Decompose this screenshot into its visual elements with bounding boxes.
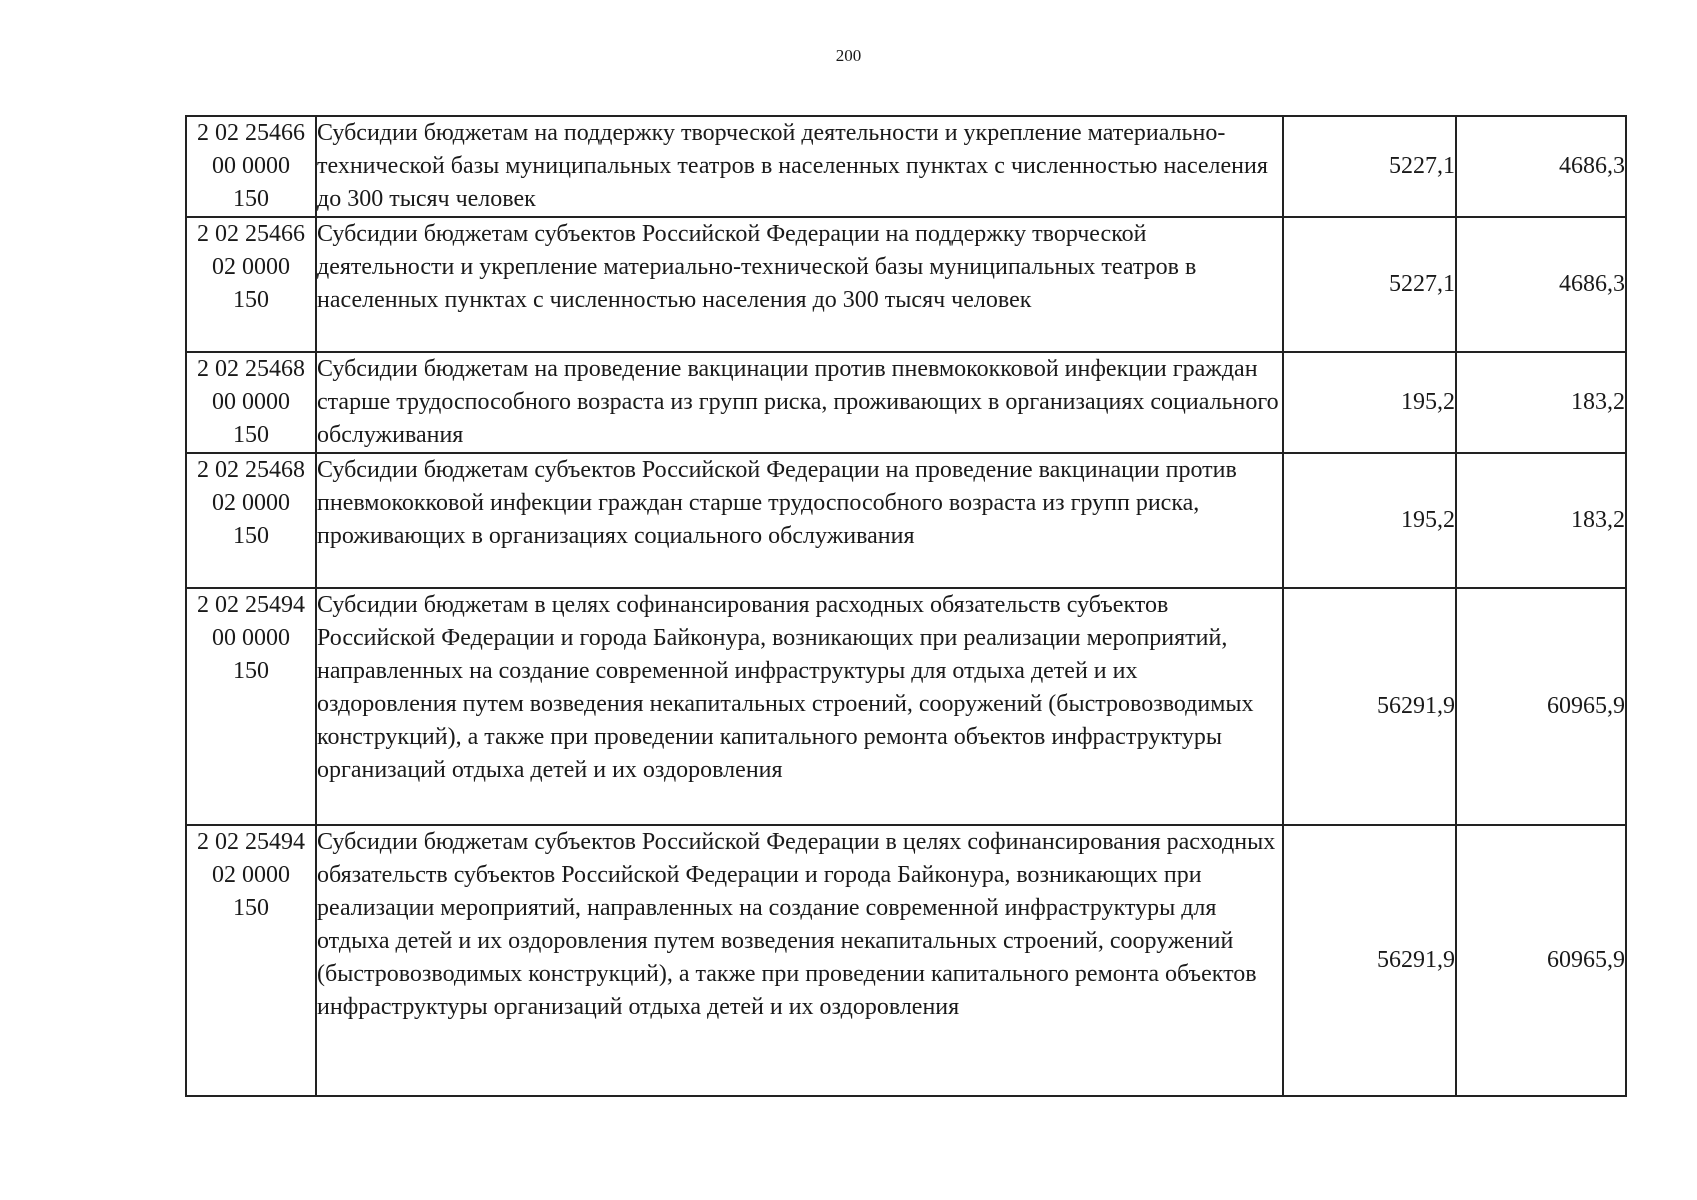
table-row <box>186 116 1626 217</box>
value-cell-1: 195,2 <box>1283 453 1456 588</box>
value-cell-1: 195,2 <box>1283 352 1456 453</box>
value-cell-1: 56291,9 <box>1283 588 1456 825</box>
value-cell-1: 5227,1 <box>1283 217 1456 352</box>
budget-code-line: 2 02 25468 <box>197 457 305 483</box>
budget-code-line: 150 <box>233 658 269 684</box>
budget-code-line: 150 <box>233 523 269 549</box>
budget-code-line: 02 0000 <box>212 862 290 888</box>
value-cell-2: 4686,3 <box>1456 116 1626 217</box>
value-cell-1: 5227,1 <box>1283 116 1456 217</box>
value-cell-2: 183,2 <box>1456 352 1626 453</box>
table-row <box>186 825 1626 1096</box>
table-row <box>186 217 1626 352</box>
description-cell: Субсидии бюджетам в целях софинансирования расходных обязательств субъектов Российской Федерации и города Байконура, возникающих при реализации мероприятий, направленных на создание современной инфраструктуры для отдыха детей и их оздоровления путем возведения некапитальных строений, сооружений (быстровозводимых конструкций), а также при проведении капитального ремонта объектов инфраструктуры организаций отдыха детей и их оздоровления <box>316 588 1283 825</box>
description-cell: Субсидии бюджетам субъектов Российской Федерации в целях софинансирования расходных обязательств субъектов Российской Федерации и города Байконура, возникающих при реализации мероприятий, направленных на создание современной инфраструктуры для отдыха детей и их оздоровления путем возведения некапитальных строений, сооружений (быстровозводимых конструкций), а также при проведении капитального ремонта объектов инфраструктуры организаций отдыха детей и их оздоровления <box>316 825 1283 1096</box>
budget-code-line: 150 <box>233 895 269 921</box>
description-cell: Субсидии бюджетам субъектов Российской Федерации на проведение вакцинации против пневмококковой инфекции граждан старше трудоспособного возраста из групп риска, проживающих в организациях социального обслуживания <box>316 453 1283 588</box>
budget-code-line: 00 0000 <box>212 153 290 179</box>
value-cell-2: 60965,9 <box>1456 825 1626 1096</box>
budget-code-line: 2 02 25494 <box>197 592 305 618</box>
budget-code-line: 2 02 25466 <box>197 120 305 146</box>
budget-code-line: 150 <box>233 287 269 313</box>
table-row <box>186 352 1626 453</box>
value-cell-2: 60965,9 <box>1456 588 1626 825</box>
table-row <box>186 453 1626 588</box>
budget-code-cell <box>186 116 316 217</box>
budget-code-line: 00 0000 <box>212 389 290 415</box>
budget-code-line: 2 02 25466 <box>197 221 305 247</box>
budget-code-line: 2 02 25494 <box>197 829 305 855</box>
budget-code-line: 02 0000 <box>212 254 290 280</box>
budget-table <box>185 115 1627 1097</box>
value-cell-2: 4686,3 <box>1456 217 1626 352</box>
budget-code-line: 150 <box>233 186 269 212</box>
description-cell: Субсидии бюджетам на поддержку творческой деятельности и укрепление материально-технической базы муниципальных театров в населенных пунктах с численностью населения до 300 тысяч человек <box>316 116 1283 217</box>
budget-code-cell <box>186 217 316 352</box>
budget-code-line: 00 0000 <box>212 625 290 651</box>
value-cell-2: 183,2 <box>1456 453 1626 588</box>
budget-code-cell <box>186 825 316 1096</box>
budget-code-line: 150 <box>233 422 269 448</box>
description-cell: Субсидии бюджетам субъектов Российской Федерации на поддержку творческой деятельности и укрепление материально-технической базы муниципальных театров в населенных пунктах с численностью населения до 300 тысяч человек <box>316 217 1283 352</box>
budget-code-line: 2 02 25468 <box>197 356 305 382</box>
budget-code-cell <box>186 352 316 453</box>
budget-code-cell <box>186 453 316 588</box>
budget-code-line: 02 0000 <box>212 490 290 516</box>
table-row <box>186 588 1626 825</box>
description-cell: Субсидии бюджетам на проведение вакцинации против пневмококковой инфекции граждан старше трудоспособного возраста из групп риска, проживающих в организациях социального обслуживания <box>316 352 1283 453</box>
page-number: 200 <box>835 46 862 65</box>
value-cell-1: 56291,9 <box>1283 825 1456 1096</box>
budget-code-cell <box>186 588 316 825</box>
